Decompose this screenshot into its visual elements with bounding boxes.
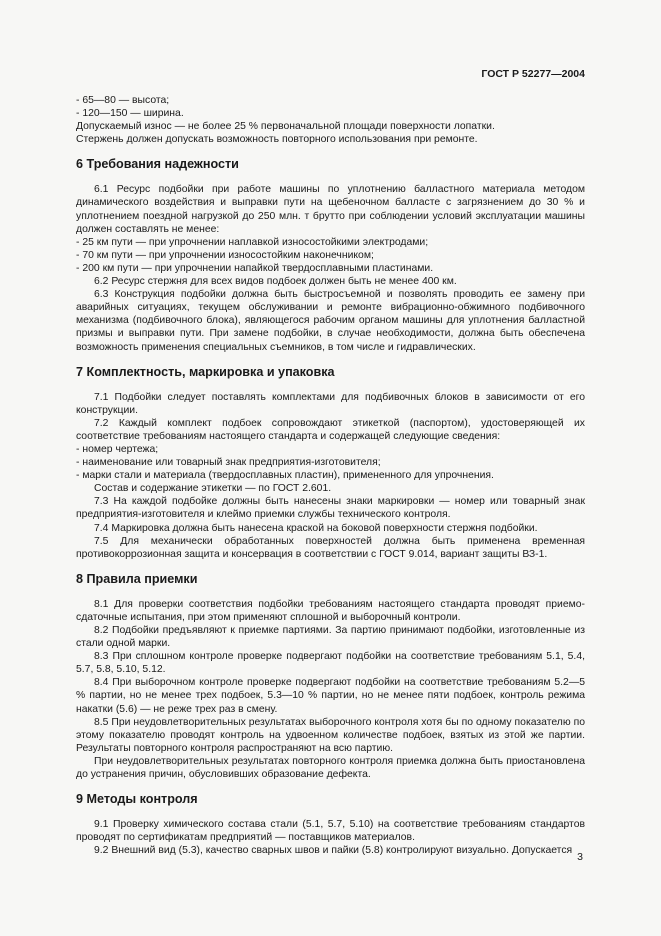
page-number: 3 [577,851,583,863]
section-heading: 6 Требования надежности [76,157,239,172]
dash-item: - номер чертежа; [76,443,159,455]
document-header: ГОСТ Р 52277—2004 [481,68,585,80]
paragraph: 7.1 Подбойки следует поставлять комплектами для подбивочных блоков в зависимости от его конструкции. [76,391,585,416]
dash-item: - 120—150 — ширина. [76,108,184,120]
paragraph: 8.4 При выборочном контроле проверке подвергают подбойки на соответствие требованиям 5.2—5 % партии, но не менее трех подбоек, 5.3—10 % партии, но не менее пяти подбоек, контроль режима накатки (5.6) — не реже трех раз в смену. [76,677,585,715]
paragraph: Допускаемый износ — не более 25 % первоначальной площади поверхности лопатки. [76,121,495,133]
paragraph: 8.3 При сплошном контроле проверке подвергают подбойки на соответствие требованиям 5.1, 5.4, 5.7, 5.8, 5.10, 5.12. [76,651,585,676]
paragraph: Состав и содержание этикетки — по ГОСТ 2.601. [94,483,332,495]
paragraph: 9.2 Внешний вид (5.3), качество сварных швов и пайки (5.8) контролируют визуально. Допускается [94,845,573,857]
paragraph: 6.1 Ресурс подбойки при работе машины по уплотнению балластного материала методом динамического воздействия и выправки пути на щебеночном балласте с загрязнением до 30 % и уплотнением поездной нагрузкой до 250 млн. т брутто при соблюдении условий эксплуатации машины должен составлять не менее: [76,184,585,235]
paragraph: 7.3 На каждой подбойке должны быть нанесены знаки маркировки — номер или товарный знак предприятия-изготовителя и клеймо приемки службы технического контроля. [76,496,585,521]
page-content [76,94,585,857]
paragraph: 8.2 Подбойки предъявляют к приемке партиями. За партию принимают подбойки, изготовленные из стали одной марки. [76,625,585,650]
paragraph: 7.4 Маркировка должна быть нанесена краской на боковой поверхности стержня подбойки. [94,522,538,534]
paragraph: При неудовлетворительных результатах повторного контроля приемка должна быть приостановлена до устранения причин, обусловивших образование дефекта. [76,755,585,781]
paragraph: 7.2 Каждый комплект подбоек сопровождают этикеткой (паспортом), удостоверяющей их соответствие требованиям настоящего стандарта и содержащей следующие сведения: [76,417,585,442]
paragraph: 6.3 Конструкция подбойки должна быть быстросъемной и позволять проводить ее замену при аварийных ситуациях, текущем обслуживании и ремонте вибрационно-обжимного подбивочного механизма (подбивочного блока), являющегося рабочим органом машины для уплотнения балластной призмы и выправки пути. При замене подбойки, в случае необходимости, должна быть обеспечена возможность применения специальных съемников, в том числе и гидравлических. [76,289,585,353]
paragraph: Стержень должен допускать возможность повторного использования при ремонте. [76,134,478,146]
section-heading: 7 Комплектность, маркировка и упаковка [76,364,335,379]
dash-item: - 25 км пути — при упрочнении наплавкой износостойкими электродами; [76,236,429,248]
section-heading: 9 Методы контроля [76,792,198,807]
dash-item: - марки стали и материала (твердосплавных пластин), примененного для упрочнения. [76,470,494,482]
dash-item: - 70 км пути — при упрочнении износостойким наконечником; [76,249,374,261]
paragraph: 6.2 Ресурс стержня для всех видов подбоек должен быть не менее 400 км. [94,276,457,288]
dash-item: - 200 км пути — при упрочнении напайкой твердосплавными пластинами. [76,262,434,274]
section-heading: 8 Правила приемки [76,571,198,586]
paragraph: 8.5 При неудовлетворительных результатах выборочного контроля хотя бы по одному показателю по этому показателю проводят контроль на удвоенном количестве подбоек, взятых из этой же партии. Результаты повторного контроля распространяют на всю партию. [76,716,585,754]
paragraph: 8.1 Для проверки соответствия подбойки требованиям настоящего стандарта проводят приемо-сдаточные испытания, при этом применяют сплошной и выборочный контроли. [76,598,585,623]
dash-item: - наименование или товарный знак предприятия-изготовителя; [76,457,381,469]
paragraph: 9.1 Проверку химического состава стали (5.1, 5.7, 5.10) на соответствие требованиям стандартов проводят по сертификатам предприятий — поставщиков материалов. [76,819,585,844]
dash-item: - 65—80 — высота; [76,95,170,106]
paragraph: 7.5 Для механически обработанных поверхностей должна быть применена временная противокоррозионная защита и консервация в соответствии с ГОСТ 9.014, вариант защиты ВЗ-1. [76,535,585,560]
